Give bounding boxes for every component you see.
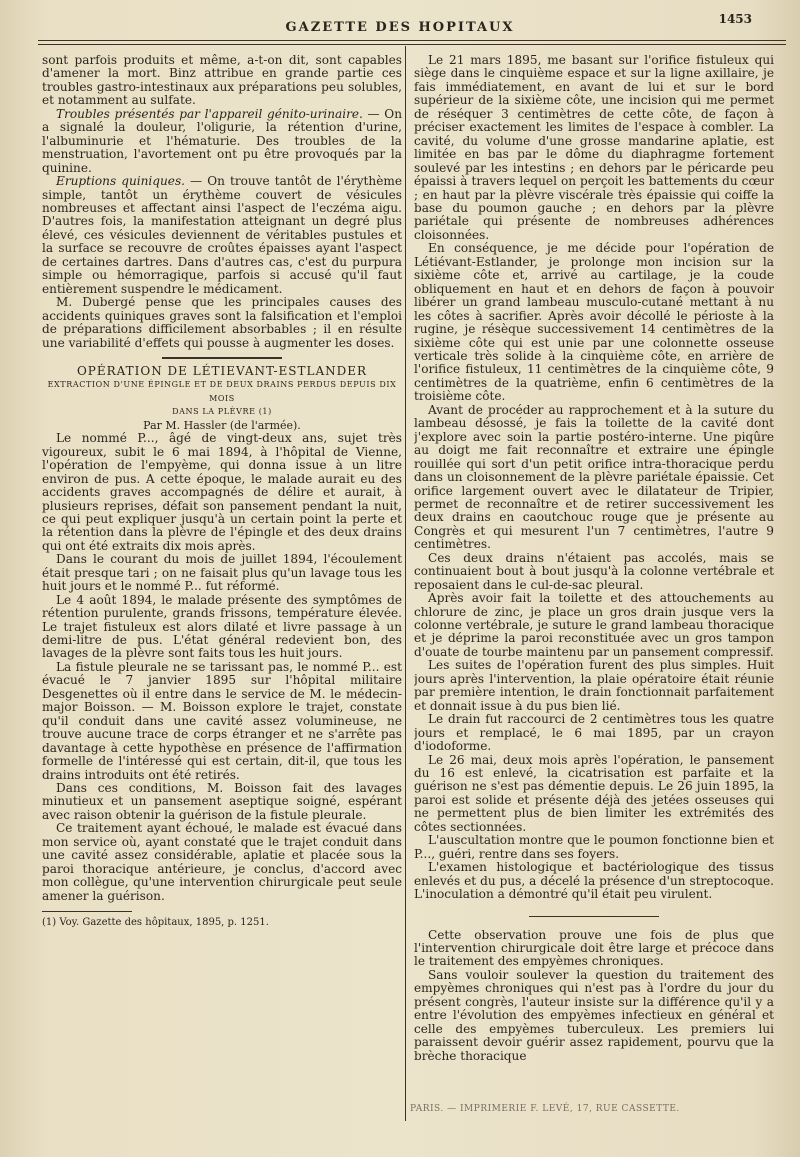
article-paragraph: Le nommé P..., âgé de vingt-deux ans, sujet très vigoureux, subit le 6 mai 1894, à l'hôpital de Vienne, l'opération de l'empyème, qui donna issue à un litre environ de pus. A cette époque, le malade aurait eu des accidents graves accompagnés de délire et aurait, à plusieurs reprises, défait son pansement pendant la nuit, ce qui peut expliquer jusqu'à un certain point la perte et la rétention dans la plèvre de l'épingle et des deux drains qui ont été extraits dix mois après. <box>42 431 402 553</box>
article-author: Par M. Hassler (de l'armée). <box>143 418 301 432</box>
eruptions-heading: Eruptions quiniques. <box>56 174 185 189</box>
section-separator <box>162 357 282 359</box>
article-paragraph: En conséquence, je me décide pour l'opération de Létiévant-Estlander, je prolonge mon incision sur la sixième côte et, arrivé au cartilage, je la coude obliquement en haut et en dehors de façon à pouvoir libérer un grand lambeau musculo-cutané mettant à nu les côtes à sacrifier. Après avoir décollé le périoste à la rugine, je résèque successivement 14 centimètres de la sixième côte qui est unie par une colonnette osseuse verticale très solide à la cinquième côte, en arrière de l'orifice fistuleux, 11 centimètres de la cinquième côte, 9 centimètres de la quatrième, enfin 6 centimètres de la troisième côte. <box>414 241 774 404</box>
left-column <box>42 54 402 1109</box>
article-paragraph: La fistule pleurale ne se tarissant pas, le nommé P... est évacué le 7 janvier 1895 sur l'hôpital militaire Desgenettes où il entre dans le service de M. le médecin-major Boisson. — M. Boisson explore le trajet, constate qu'il conduit dans une cavité assez volumineuse, ne trouve aucune trace de corps étranger et ne s'arrête pas davantage à cette hypothèse en présence de l'affirmation formelle de l'intéressé qui est certain, dit-il, que tous les drains introduits ont été retirés. <box>42 659 402 782</box>
footnote: (1) Voy. Gazette des hôpitaux, 1895, p. 1251. <box>42 917 269 929</box>
printer-imprint: PARIS. — IMPRIMERIE F. LEVÉ, 17, RUE CASSETTE. <box>410 1104 680 1114</box>
right-column <box>414 54 774 1109</box>
footnote-rule <box>42 911 132 912</box>
page-number: 1453 <box>718 12 752 26</box>
article-subtitle-1: EXTRACTION D'UNE ÉPINGLE ET DE DEUX DRAINS PERDUS DEPUIS DIX MOIS <box>47 380 397 403</box>
article-paragraph: Le 21 mars 1895, me basant sur l'orifice fistuleux qui siège dans le cinquième espace et sur la ligne axillaire, je fais immédiatement, en avant de lui et sur le bord supérieur de la sixième côte, une incision qui me permet de réséquer 3 centimètres de cette côte, de façon à préciser exactement les limites de l'espace à combler. La cavité, du volume d'une grosse mandarine aplatie, est limitée en bas par le dôme du diaphragme fortement soulevé par les intestins ; en dehors par le péricarde peu épaissi à travers lequel on perçoit les battements du cœur ; en haut par la plèvre viscérale très épaissie qui coiffe la base du poumon gauche ; en dehors par la plèvre pariétale qui présente de nombreuses adhérences cloisonnées. <box>414 54 774 242</box>
closing-paragraph: Cette observation prouve une fois de plus que l'intervention chirurgicale doit être large et précoce dans le traitement des empyèmes chroniques. <box>414 927 774 969</box>
article-subtitle-2: DANS LA PLÈVRE (1) <box>172 407 272 417</box>
article-paragraph: Avant de procéder au rapprochement et à la suture du lambeau désossé, je fais la toilette de la cavité dont j'explore avec soin la partie postéro-interne. Une piqûre au doigt me fait reconnaître et extraire une épingle rouillée qui sort d'un petit orifice intra-thoracique perdu dans un cloisonnement de la plèvre pariétale épaissie. Cet orifice largement ouvert avec le dilatateur de Tripier, permet de reconnaître et de retirer successivement les deux drains en caoutchouc rouge que je présente au Congrès et qui mesurent l'un 7 centimètres, l'autre 9 centimètres. <box>414 402 774 552</box>
urinary-paragraph <box>42 108 402 175</box>
duberge-paragraph: M. Dubergé pense que les principales causes des accidents quiniques graves sont la falsification et l'emploi de préparations difficilement absorbables ; il en résulte une variabilité d'effets qui pousse à augmenter les doses. <box>42 295 402 350</box>
article-paragraph: Ce traitement ayant échoué, le malade est évacué dans mon service où, ayant constaté que le trajet conduit dans une cavité assez considérable, aplatie et placée sous la paroi thoracique antérieure, je conclus, d'accord avec mon collègue, qu'une intervention chirurgicale peut seule amener la guérison. <box>42 821 402 903</box>
article-paragraph: Dans ces conditions, M. Boisson fait des lavages minutieux et un pansement aseptique soigné, espérant avec raison obtenir la guérison de la fistule pleurale. <box>42 781 402 822</box>
header-rule-bottom <box>38 44 786 45</box>
eruptions-text: — On trouve tantôt de l'érythème simple, tantôt un érythème couvert de vésicules nombreuses et affectant ainsi l'aspect de l'eczéma aigu. D'autres fois, la manifestation atteignant un degré plus élevé, ces vésicules deviennent de véritables pustules et la surface se recouvre de croûtes épaisses ayant l'aspect de certaines dartres. Dans d'autres cas, c'est du purpura simple ou hémorragique, parfois si accusé qu'il faut entièrement suspendre le médicament. <box>42 174 402 296</box>
intro-paragraph: sont parfois produits et même, a-t-on dit, sont capables d'amener la mort. Binz attribue en grande partie ces troubles gastro-intestinaux aux préparations peu solubles, et notamment au sulfate. <box>42 54 402 108</box>
article-paragraph: Le drain fut raccourci de 2 centimètres tous les quatre jours et remplacé, le 6 mai 1895, par un crayon d'iodoforme. <box>414 712 774 754</box>
urinary-heading: Troubles présentés par l'appareil génito-urinaire. <box>56 106 363 121</box>
column-divider <box>405 46 406 1121</box>
article-paragraph: Le 4 août 1894, le malade présente des symptômes de rétention purulente, grands frissons, température élevée. Le trajet fistuleux est alors dilaté et livre passage à un demi-litre de pus. L'état général redevient bon, des lavages de la plèvre sont faits tous les huit jours. <box>42 592 402 661</box>
article-paragraph: L'examen histologique et bactériologique des tissus enlevés et du pus, a décelé la présence d'un streptocoque. L'inoculation a démontré qu'il était peu virulent. <box>414 860 774 902</box>
journal-title: GAZETTE DES HOPITAUX <box>285 20 515 35</box>
article-title: OPÉRATION DE LÉTIEVANT-ESTLANDER <box>76 363 368 378</box>
eruptions-paragraph <box>42 175 402 296</box>
urinary-text: — On a signalé la douleur, l'oligurie, la rétention d'urine, l'albuminurie et l'hématurie. Des troubles de la menstruation, l'avortement ont pu être provoqués par la quinine. <box>42 106 402 175</box>
article-paragraph: Ces deux drains n'étaient pas accolés, mais se continuaient bout à bout jusqu'à la colonne vertébrale et reposaient dans le cul-de-sac pleural. <box>414 550 774 592</box>
header-rule-top <box>38 40 786 41</box>
article-paragraph: Le 26 mai, deux mois après l'opération, le pansement du 16 est enlevé, la cicatrisation est parfaite et la guérison ne s'est pas démentie depuis. Le 26 juin 1895, la paroi est solide et présente déjà des jetées osseuses qui ne permettent plus de bien limiter les extrémités des côtes sectionnées. <box>414 752 774 834</box>
article-paragraph: Les suites de l'opération furent des plus simples. Huit jours après l'intervention, la plaie opératoire était réunie par première intention, le drain fonctionnait parfaitement et donnait issue à du pus bien lié. <box>414 658 774 713</box>
article-paragraph: L'auscultation montre que le poumon fonctionne bien et P..., guéri, rentre dans ses foyers. <box>414 833 774 861</box>
closing-separator <box>529 916 659 917</box>
article-paragraph: Dans le courant du mois de juillet 1894, l'écoulement était presque tari ; on ne faisait plus qu'un lavage tous les huit jours et le nommé P... fut réformé. <box>42 552 402 594</box>
article-paragraph: Après avoir fait la toilette et des attouchements au chlorure de zinc, je place un gros drain jusque vers la colonne vertébrale, je suture le grand lambeau thoracique et je déprime la paroi reconstituée avec un gros tampon d'ouate de tourbe maintenu par un pansement compressif. <box>414 591 774 659</box>
closing-paragraph: Sans vouloir soulever la question du traitement des empyèmes chroniques qui n'est pas à l'ordre du jour du présent congrès, l'auteur insiste sur la différence qu'il y a entre l'évolution des empyèmes infectieux en général et celle des empyèmes tuberculeux. Les premiers lui paraissent devoir guérir assez rapidement, pourvu que la brèche thoracique <box>414 967 774 1063</box>
